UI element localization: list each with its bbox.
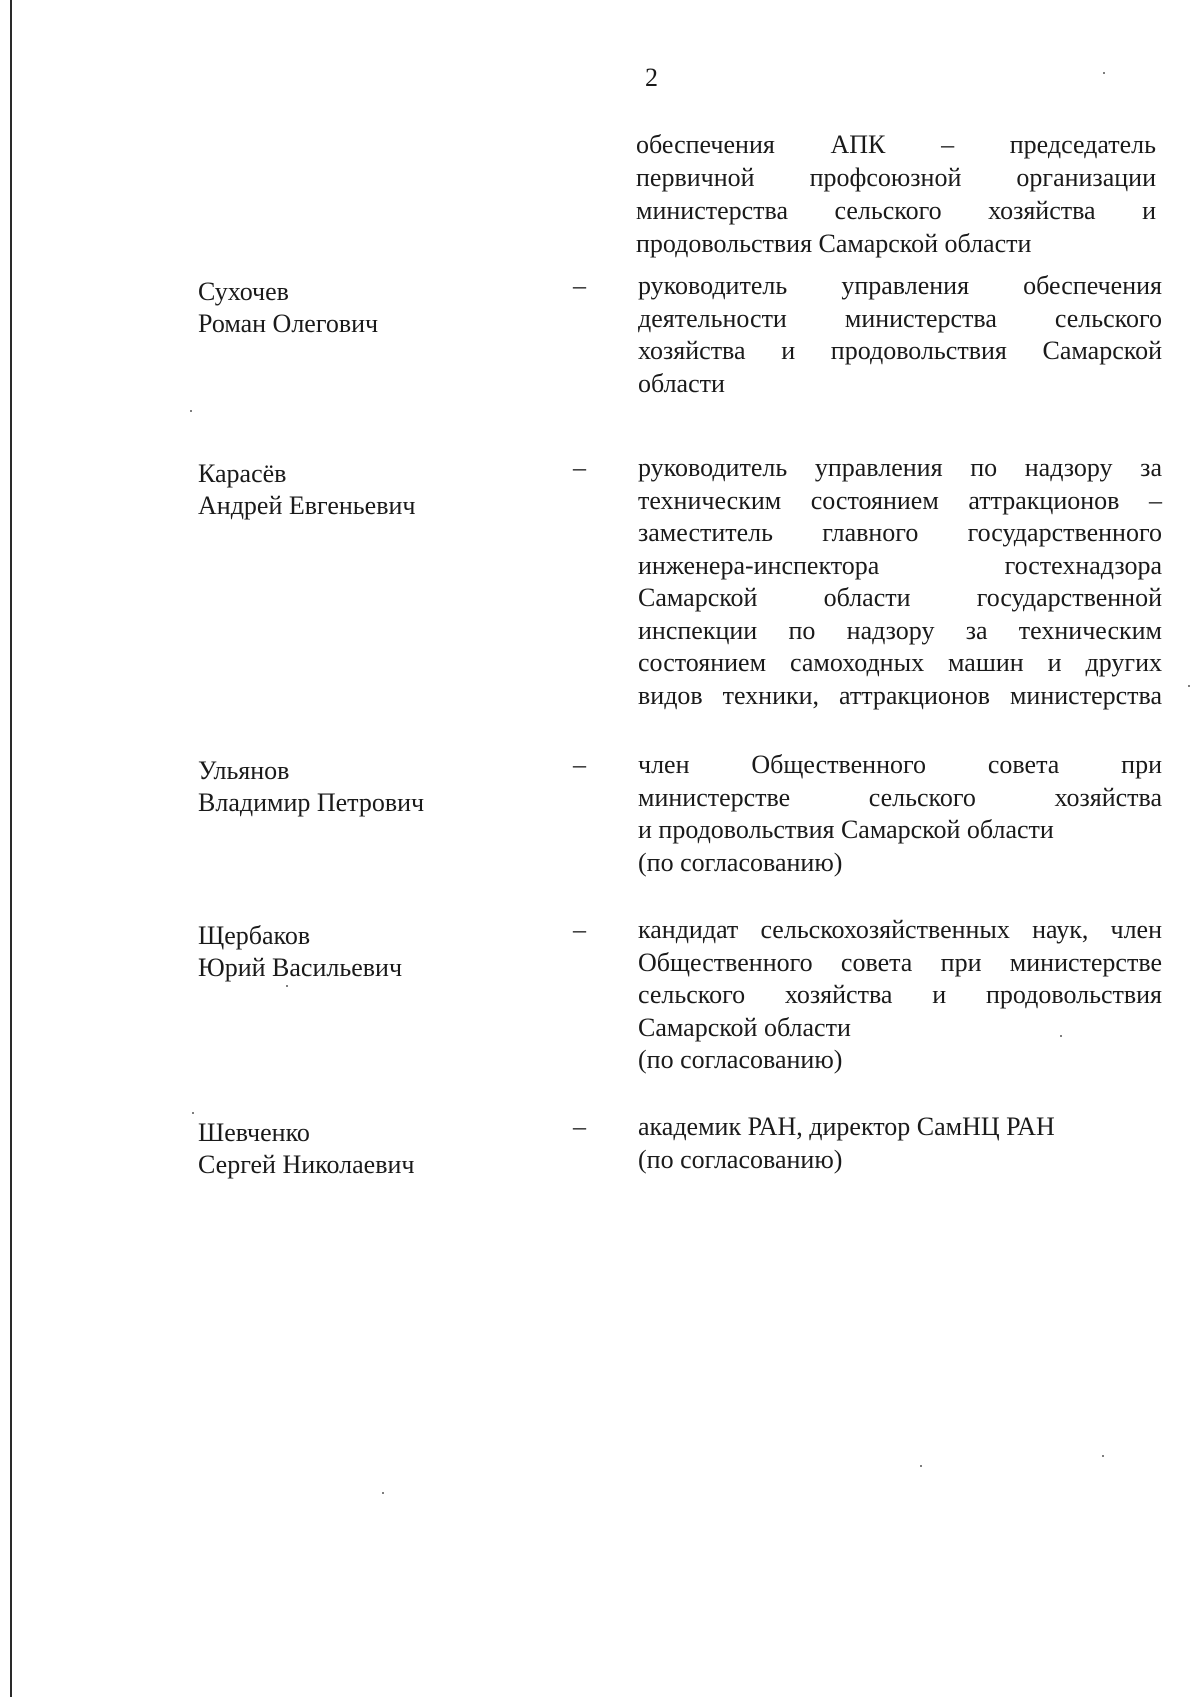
member-dash: – — [573, 453, 586, 482]
role-line: (по согласованию) — [638, 1045, 843, 1074]
member-given-name: Юрий Васильевич — [198, 953, 403, 982]
scan-speck — [1103, 72, 1105, 74]
scan-speck — [1060, 1035, 1062, 1037]
member-given-name: Андрей Евгеньевич — [198, 491, 416, 520]
member-dash: – — [573, 1112, 586, 1141]
member-role — [638, 452, 1162, 712]
role-line: инженера-инспектора гостехнадзора — [638, 550, 1162, 580]
role-line: инспекции по надзору за техническим — [638, 615, 1162, 645]
member-surname: Ульянов — [198, 756, 290, 785]
member-role — [638, 270, 1162, 400]
scan-speck — [1188, 685, 1190, 687]
role-line: хозяйства и продовольствия Самарской — [638, 336, 1162, 365]
role-line: руководитель управления обеспечения — [638, 271, 1162, 300]
member-name — [198, 1117, 518, 1181]
role-line: техническим состоянием аттракционов – — [638, 485, 1162, 515]
role-line: член Общественного совета при — [638, 750, 1162, 779]
role-line: академик РАН, директор СамНЦ РАН — [638, 1112, 1055, 1141]
page-edge-line — [10, 0, 12, 1697]
scan-speck — [382, 1492, 384, 1494]
role-line: кандидат сельскохозяйственных наук, член — [638, 915, 1162, 944]
role-line: заместитель главного государственного — [638, 518, 1162, 547]
continuation-line: министерства сельского хозяйства и — [636, 196, 1156, 225]
role-line: (по согласованию) — [638, 1144, 843, 1174]
member-dash: – — [573, 271, 586, 300]
member-role — [638, 749, 1162, 879]
member-given-name: Сергей Николаевич — [198, 1150, 415, 1179]
continuation-line: первичной профсоюзной организации — [636, 163, 1156, 192]
continuation-text — [636, 128, 1156, 260]
role-line: видов техники, аттракционов министерства — [638, 680, 1162, 710]
scan-speck — [192, 1112, 194, 1114]
member-dash: – — [573, 750, 586, 779]
member-surname: Шевченко — [198, 1118, 310, 1147]
member-role — [638, 1111, 1162, 1176]
member-name — [198, 920, 518, 984]
role-line: области — [638, 368, 725, 398]
member-role — [638, 914, 1162, 1077]
role-line: Общественного совета при министерстве — [638, 947, 1162, 977]
member-name — [198, 276, 518, 340]
role-line: сельского хозяйства и продовольствия — [638, 980, 1162, 1009]
role-line: руководитель управления по надзору за — [638, 453, 1162, 482]
role-line: состоянием самоходных машин и других — [638, 648, 1162, 677]
role-line: (по согласованию) — [638, 847, 843, 877]
role-line: Самарской области государственной — [638, 583, 1162, 612]
continuation-line: обеспечения АПК – председатель — [636, 130, 1156, 159]
member-given-name: Владимир Петрович — [198, 788, 425, 817]
role-line: Самарской области — [638, 1012, 851, 1042]
role-line: и продовольствия Самарской области — [638, 815, 1054, 844]
scan-speck — [920, 1465, 922, 1467]
page-number: 2 — [645, 63, 658, 92]
role-line: деятельности министерства сельского — [638, 303, 1162, 333]
continuation-line: продовольствия Самарской области — [636, 229, 1032, 258]
member-given-name: Роман Олегович — [198, 309, 379, 338]
member-surname: Щербаков — [198, 921, 311, 950]
member-name — [198, 755, 518, 819]
scan-speck — [286, 985, 288, 987]
member-dash: – — [573, 915, 586, 944]
scan-speck — [190, 410, 192, 412]
scan-speck — [1102, 1455, 1104, 1457]
member-surname: Карасёв — [198, 459, 287, 488]
role-line: министерстве сельского хозяйства — [638, 782, 1162, 812]
member-name — [198, 458, 518, 522]
member-surname: Сухочев — [198, 277, 289, 306]
